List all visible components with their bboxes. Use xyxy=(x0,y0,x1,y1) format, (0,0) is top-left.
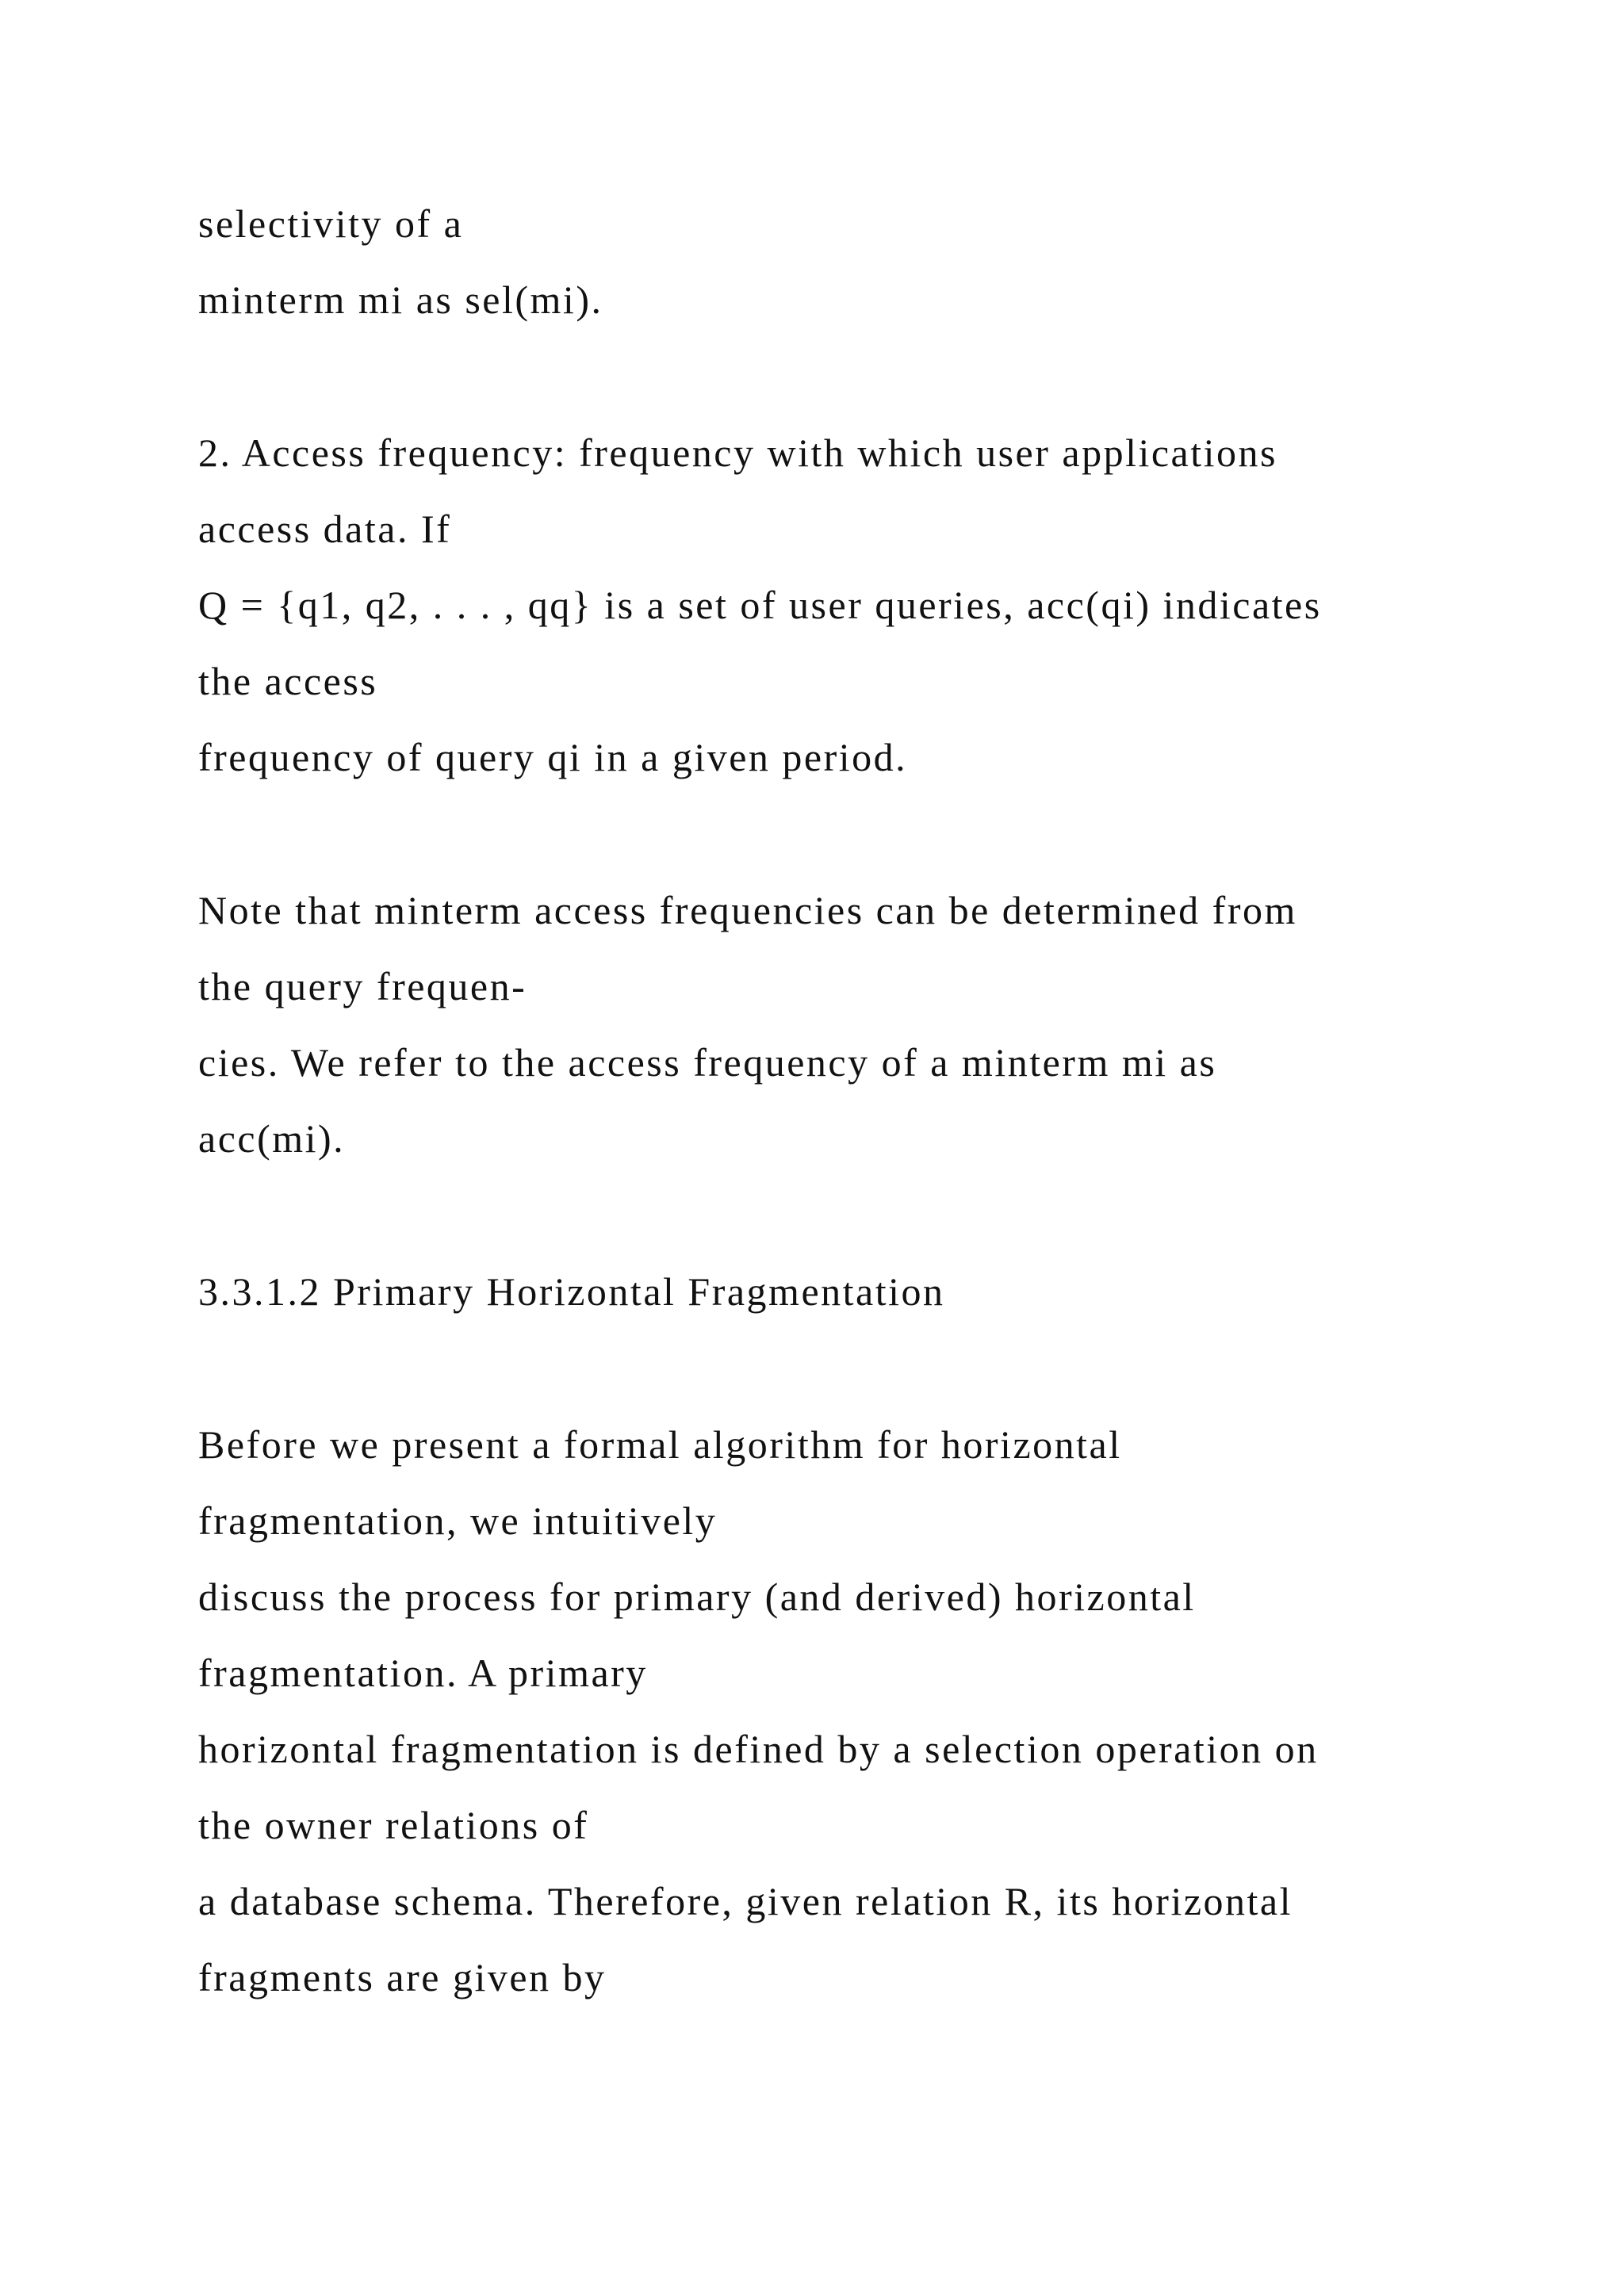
text-line: fragments are given by xyxy=(198,1955,607,1999)
text-line: cies. We refer to the access frequency of a minterm mi as xyxy=(198,1040,1217,1085)
text-line: 2. Access frequency: frequency with which user applications xyxy=(198,430,1277,475)
text-line: access data. If xyxy=(198,507,452,551)
text-line: frequency of query qi in a given period. xyxy=(198,735,908,779)
section-heading: 3.3.1.2 Primary Horizontal Fragmentation xyxy=(198,1269,945,1314)
text-line: fragmentation, we intuitively xyxy=(198,1498,718,1543)
text-line: the owner relations of xyxy=(198,1803,589,1847)
text-line: a database schema. Therefore, given relation R, its horizontal xyxy=(198,1879,1293,1923)
text-line: horizontal fragmentation is defined by a selection operation on xyxy=(198,1727,1319,1771)
text-line: selectivity of a xyxy=(198,201,464,246)
text-line: Q = {q1, q2, . . . , qq} is a set of user queries, acc(qi) indicates xyxy=(198,583,1322,627)
text-line: acc(mi). xyxy=(198,1116,346,1161)
text-line: discuss the process for primary (and derived) horizontal xyxy=(198,1575,1196,1619)
text-line: fragmentation. A primary xyxy=(198,1651,648,1695)
text-line: minterm mi as sel(mi). xyxy=(198,277,603,322)
text-line: the query frequen- xyxy=(198,964,527,1008)
text-line: Note that minterm access frequencies can be determined from xyxy=(198,888,1297,932)
text-line: the access xyxy=(198,659,378,703)
text-line: Before we present a formal algorithm for horizontal xyxy=(198,1422,1122,1467)
